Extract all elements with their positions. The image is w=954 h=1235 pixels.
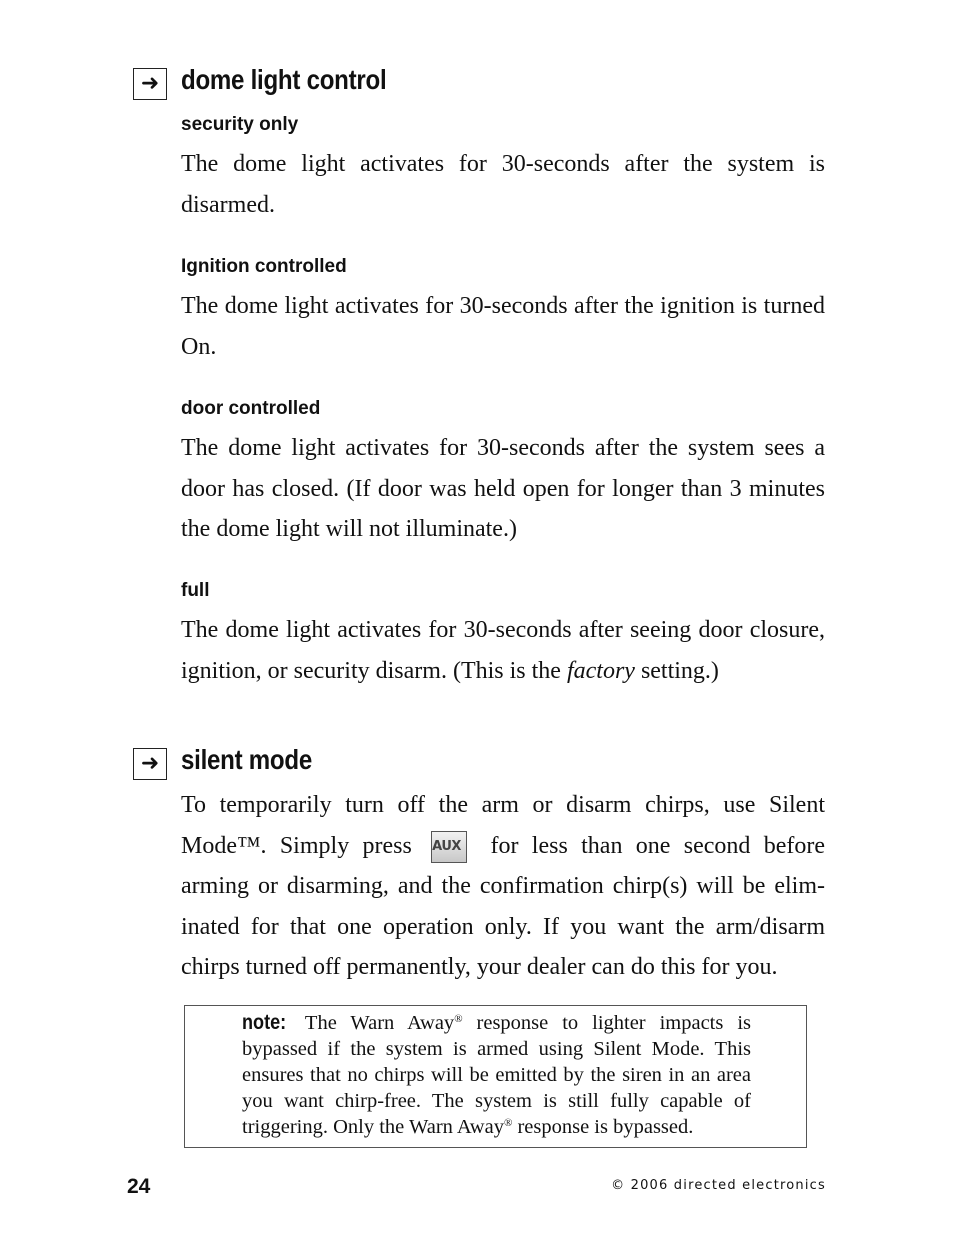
- aux-button-icon[interactable]: AUX: [431, 831, 467, 863]
- section-arrow-icon: ➜: [133, 68, 167, 100]
- silent-mode-text-after: for less than one second before arming or disarming, and the confirmation chirp(s) will be elim-inated for that one operation only. If you want the arm/disarm chirps turned off permanently, your dealer can do this for you.: [181, 832, 826, 980]
- paragraph-full-text-before: The dome light activates for 30-seconds after seeing door closure, ignition, or security disarm. (This is the: [181, 617, 825, 684]
- registered-mark: ®: [454, 1013, 463, 1025]
- section-arrow-icon: ➜: [133, 748, 167, 780]
- note-text-3: response is bypassed.: [517, 1116, 694, 1138]
- copyright-notice: © 2006 directed electronics: [611, 1178, 826, 1193]
- subtitle-ignition-controlled: Ignition controlled: [181, 256, 347, 277]
- silent-mode-text-before: To temporarily turn off the arm or disarm chirps, use Silent Mode™. Simply press: [181, 792, 825, 859]
- section-title-silent-mode: silent mode: [181, 744, 312, 775]
- page-number: 24: [127, 1175, 151, 1198]
- paragraph-full-text-after: setting.): [634, 657, 719, 684]
- note-text-1: The Warn Away: [304, 1012, 455, 1034]
- subtitle-door-controlled: door controlled: [181, 398, 321, 419]
- paragraph-silent-mode: [181, 785, 825, 988]
- subtitle-full: full: [181, 580, 210, 601]
- paragraph-security-only: The dome light activates for 30-seconds after the system is disarmed.: [181, 151, 825, 218]
- registered-mark: ®: [503, 1117, 513, 1129]
- note-box: [184, 1005, 807, 1148]
- subtitle-security-only: security only: [181, 114, 299, 135]
- section-title-dome-light-control: dome light control: [181, 64, 387, 95]
- note-text: [242, 1010, 751, 1140]
- paragraph-full-italic: factory: [566, 657, 635, 684]
- note-label: note:: [242, 1011, 287, 1034]
- paragraph-full: [181, 610, 825, 691]
- paragraph-ignition-controlled: The dome light activates for 30-seconds after the ignition is turned On.: [181, 293, 825, 360]
- note-text-2: response to lighter impacts is bypassed if the system is armed using Silent Mode. This ensures that no chirps will be emitted by the siren in an area you want chirp-free. The system is still fully capable of triggering. Only the Warn Away: [242, 1012, 751, 1138]
- paragraph-door-controlled: The dome light activates for 30-seconds after the system sees a door has closed. (If door was held open for longer than 3 minutes the dome light will not illuminate.): [181, 435, 825, 542]
